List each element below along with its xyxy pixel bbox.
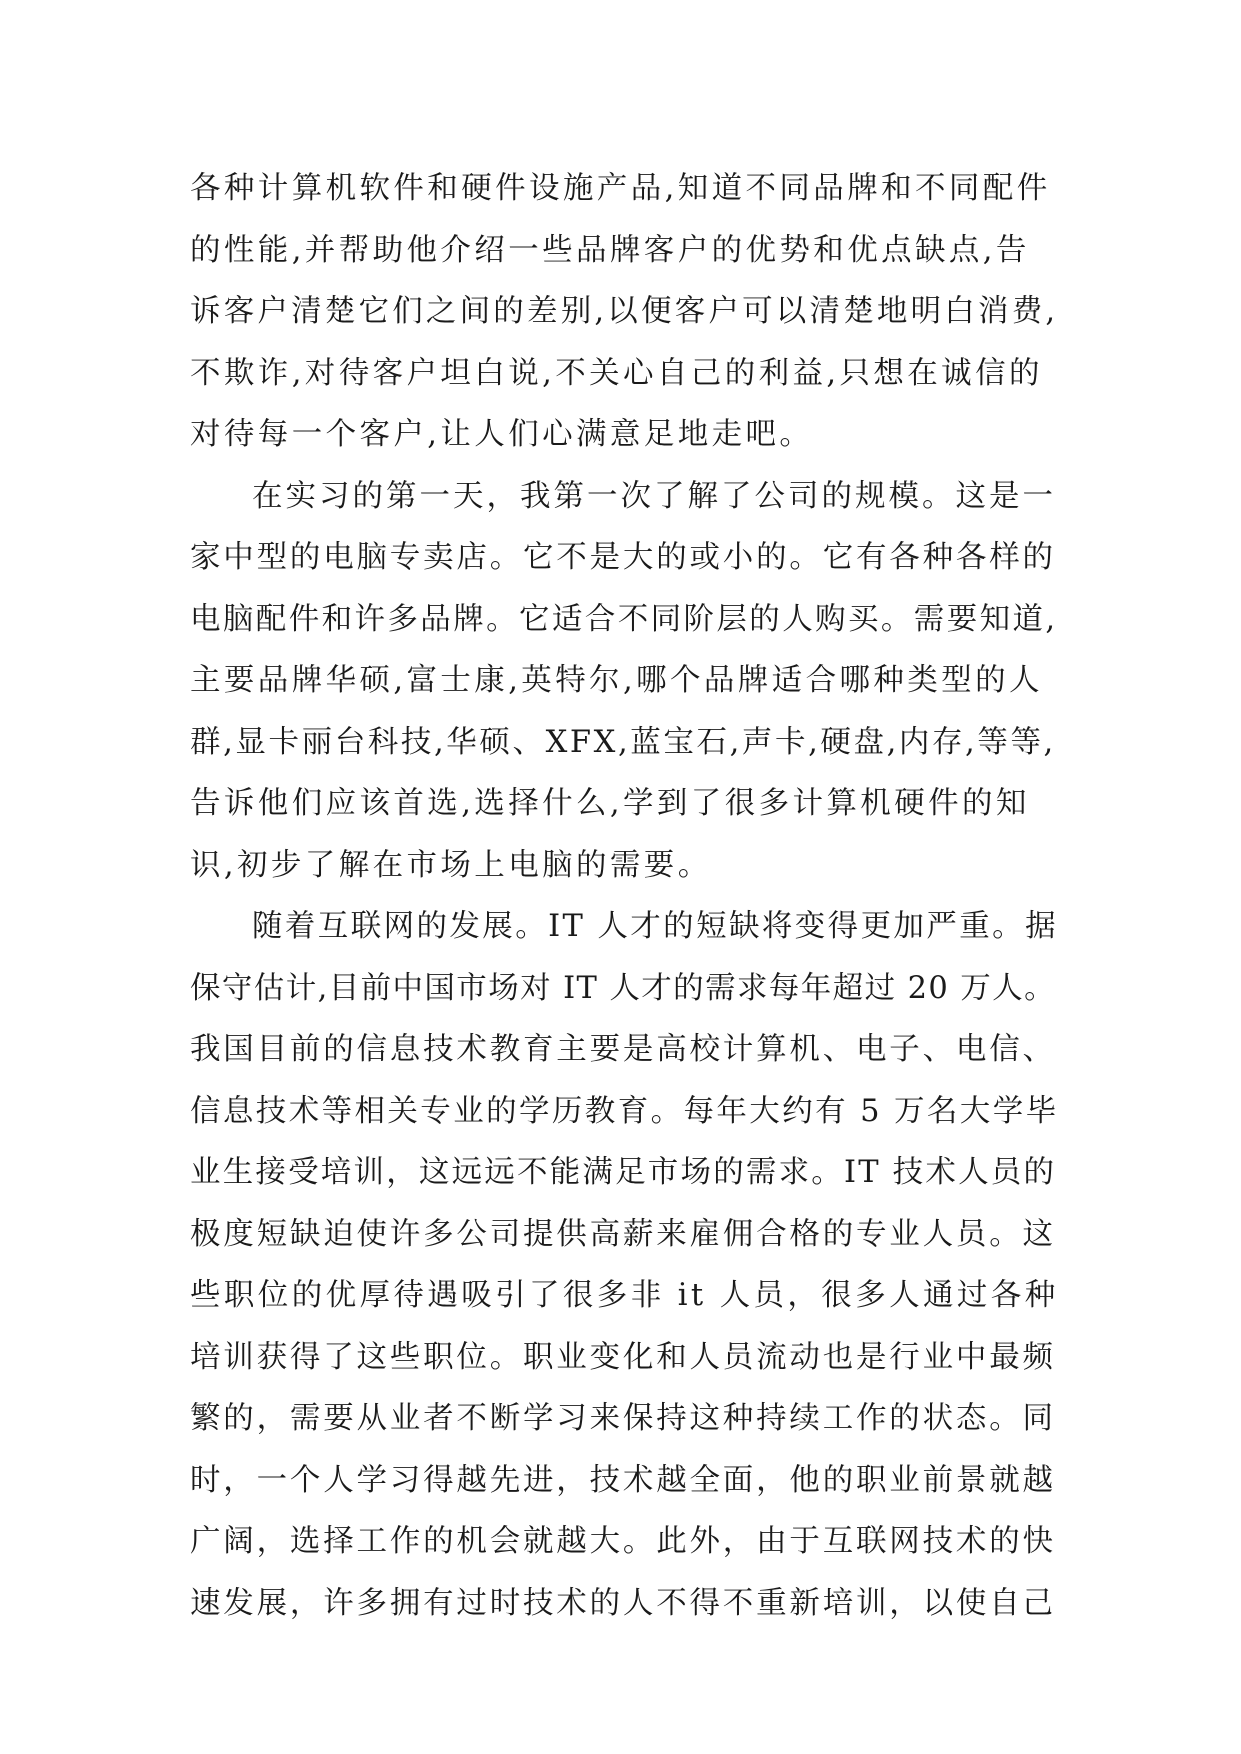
text-line: 我国目前的信息技术教育主要是高校计算机、电子、电信、 [190,1032,1056,1067]
text-line: 电脑配件和许多品牌。它适合不同阶层的人购买。需要知道, [190,601,1058,637]
text-line: 信息技术等相关专业的学历教育。每年大约有 5 万名大学毕 [190,1093,1059,1129]
text-line: 群,显卡丽台科技,华硕、XFX,蓝宝石,声卡,硬盘,内存,等等, [190,724,1056,760]
text-line: 诉客户清楚它们之间的差别,以便客户可以清楚地明白消费, [190,294,1059,329]
text-line: 保守估计,目前中国市场对 IT 人才的需求每年超过 20 万人。 [190,970,1056,1006]
text-line: 些职位的优厚待遇吸引了很多非 it 人员，很多人通过各种 [190,1278,1059,1313]
text-line: 的性能,并帮助他介绍一些品牌客户的优势和优点缺点,告 [190,232,1030,268]
text-line: 家中型的电脑专卖店。它不是大的或小的。它有各种各样的 [190,540,1056,575]
text-line-indented: 在实习的第一天，我第一次了解了公司的规模。这是一 [252,478,1056,514]
text-line-indented: 随着互联网的发展。IT 人才的短缺将变得更加严重。据 [252,909,1058,944]
text-line: 各种计算机软件和硬件设施产品,知道不同品牌和不同配件 [190,171,1051,206]
paragraph-2 [190,466,1060,897]
text-line: 识,初步了解在市场上电脑的需要。 [190,847,712,883]
text-line: 时，一个人学习得越先进，技术越全面，他的职业前景就越 [190,1462,1056,1498]
text-line: 告诉他们应该首选,选择什么,学到了很多计算机硬件的知 [190,786,1030,821]
text-line: 繁的，需要从业者不断学习来保持这种持续工作的状态。同 [190,1401,1056,1436]
paragraph-3 [190,896,1060,1634]
text-line: 广阔，选择工作的机会就越大。此外，由于互联网技术的快 [190,1524,1056,1559]
text-line: 对待每一个客户,让人们心满意足地走吧。 [190,417,814,452]
text-line: 极度短缺迫使许多公司提供高薪来雇佣合格的专业人员。这 [190,1216,1056,1252]
text-line: 培训获得了这些职位。职业变化和人员流动也是行业中最频 [190,1339,1056,1375]
paragraph-1 [190,158,1060,466]
text-line: 主要品牌华硕,富士康,英特尔,哪个品牌适合哪种类型的人 [190,663,1043,698]
text-line: 不欺诈,对待客户坦白说,不关心自己的利益,只想在诚信的 [190,355,1043,391]
text-line: 速发展，许多拥有过时技术的人不得不重新培训，以使自己 [190,1585,1056,1621]
text-line: 业生接受培训，这远远不能满足市场的需求。IT 技术人员的 [190,1155,1057,1190]
document-body [190,158,1060,1634]
